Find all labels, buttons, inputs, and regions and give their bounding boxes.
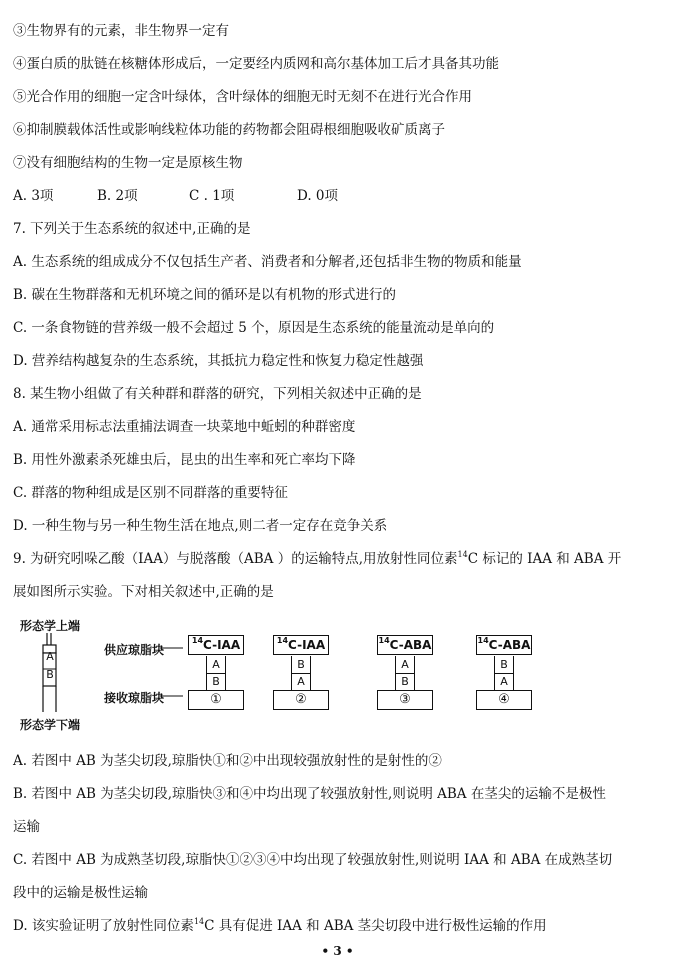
statement-4: ④蛋白质的肽链在核糖体形成后，一定要经内质网和高尔基体加工后才具备其功能 [13, 56, 499, 72]
statement-6: ⑥抑制膜载体活性或影响线粒体功能的药物都会阻碍根细胞吸收矿质离子 [13, 122, 445, 138]
stem-segment-lower: B [395, 673, 415, 690]
receiving-agar-block: ④ [476, 690, 532, 710]
q9-option-a: A. 若图中 AB 为茎尖切段,琼脂快①和②中出现较强放射性的是射性的② [13, 753, 442, 769]
q9-option-c-line2: 段中的运输是极性运输 [13, 885, 148, 901]
q9-option-c-line1: C. 若图中 AB 为成熟茎切段,琼脂快①②③④中均出现了较强放射性,则说明 IAA 和 ABA 在成熟茎切 [13, 852, 613, 868]
q6-option-c: C . 1项 [189, 188, 235, 204]
q9-option-d: D. 该实验证明了放射性同位素$^{14}$C 具有促进 IAA 和 ABA 茎尖切段中进行极性运输的作用 [13, 917, 547, 934]
agar-setup-1 [188, 635, 246, 715]
q7-stem: 7. 下列关于生态系统的叙述中,正确的是 [13, 221, 251, 237]
receiving-agar-block: ② [273, 690, 329, 710]
q9-option-b-line1: B. 若图中 AB 为茎尖切段,琼脂快③和④中均出现了较强放射性,则说明 ABA 在茎尖的运输不是极性 [13, 786, 606, 802]
q7-option-b: B. 碳在生物群落和无机环境之间的循环是以有机物的形式进行的 [13, 287, 397, 303]
q7-option-a: A. 生态系统的组成成分不仅包括生产者、消费者和分解者,还包括非生物的物质和能量 [13, 254, 522, 270]
q8-option-d: D. 一种生物与另一种生物生活在地点,则二者一定存在竞争关系 [13, 518, 388, 534]
q6-option-d: D. 0项 [297, 188, 339, 204]
stem-segment-lower: A [291, 673, 311, 690]
q8-option-a: A. 通常采用标志法重捕法调查一块菜地中蚯蚓的种群密度 [13, 419, 356, 435]
stem-segment-a: A [46, 650, 54, 663]
q8-option-c: C. 群落的物种组成是区别不同群落的重要特征 [13, 485, 288, 501]
q9-option-b-line2: 运输 [13, 819, 40, 835]
q9-stem-line1: 9. 为研究吲哚乙酸（IAA）与脱落酸（ABA ）的运输特点,用放射性同位素$^{14}$C 标记的 IAA 和 ABA 开 [13, 550, 622, 567]
statement-7: ⑦没有细胞结构的生物一定是原核生物 [13, 155, 243, 171]
stem-segment-b: B [46, 668, 54, 681]
top-end-label: 形态学上端 [20, 619, 81, 633]
supply-agar-block: $^{14}$C-ABA [476, 635, 532, 655]
supply-agar-block: $^{14}$C-ABA [377, 635, 433, 655]
q8-stem: 8. 某生物小组做了有关种群和群落的研究，下列相关叙述中正确的是 [13, 386, 422, 402]
supply-block-label: 供应琼脂块 [104, 643, 165, 657]
supply-agar-block: $^{14}$C-IAA [273, 635, 329, 655]
stem-segment-upper: A [206, 656, 226, 674]
supply-agar-block: $^{14}$C-IAA [188, 635, 244, 655]
agar-setup-4 [476, 635, 534, 715]
q8-option-b: B. 用性外激素杀死雄虫后，昆虫的出生率和死亡率均下降 [13, 452, 356, 468]
stem-segment-upper: A [395, 656, 415, 674]
receiving-agar-block: ③ [377, 690, 433, 710]
page-number: • 3 • [321, 944, 354, 958]
bottom-end-label: 形态学下端 [20, 718, 81, 732]
receive-block-label: 接收琼脂块 [104, 691, 165, 705]
q7-option-d: D. 营养结构越复杂的生态系统，其抵抗力稳定性和恢复力稳定性越强 [13, 353, 424, 369]
agar-setup-2 [273, 635, 331, 715]
stem-segment-lower: A [494, 673, 514, 690]
q6-option-a: A. 3项 [13, 188, 54, 204]
receiving-agar-block: ① [188, 690, 244, 710]
q9-stem-line2: 展如图所示实验。下对相关叙述中,正确的是 [13, 584, 274, 600]
statement-5: ⑤光合作用的细胞一定含叶绿体，含叶绿体的细胞无时无刻不在进行光合作用 [13, 89, 472, 105]
q7-option-c: C. 一条食物链的营养级一般不会超过 5 个，原因是生态系统的能量流动是单向的 [13, 320, 495, 336]
q6-option-b: B. 2项 [97, 188, 138, 204]
stem-segment-lower: B [206, 673, 226, 690]
experiment-diagram [0, 615, 675, 740]
stem-segment-upper: B [494, 656, 514, 674]
stem-segment-upper: B [291, 656, 311, 674]
q6-options [13, 187, 338, 205]
agar-setup-3 [377, 635, 435, 715]
statement-3: ③生物界有的元素，非生物界一定有 [13, 23, 229, 39]
diagram-lines [0, 615, 675, 740]
